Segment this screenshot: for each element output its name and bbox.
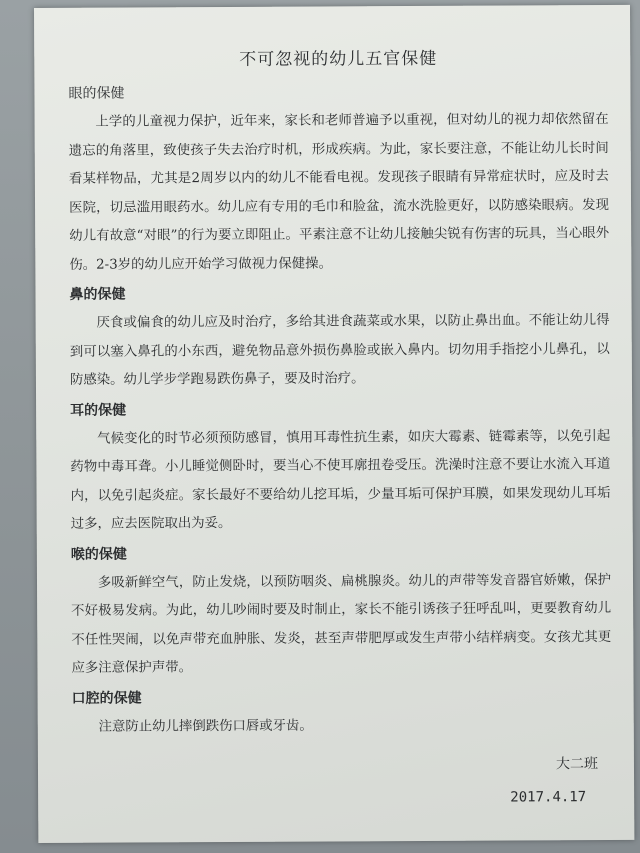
section-heading-mouth: 口腔的保健: [71, 689, 142, 707]
section-heading-ear: 耳的保健: [70, 402, 127, 419]
document-text: [68, 43, 612, 808]
section-body-throat: 多吸新鲜空气，防止发烧，以预防咽炎、扁桃腺炎。幼儿的声带等发音器官娇嫩，保护不好极易发病。为此，幼儿吵闹时要及时制止，家长不能引诱孩子狂呼乱叫，更要教育幼儿不任性哭闹，以免声带充血肿胀、发炎，甚至声带肥厚或发生声带小结样病变。女孩尤其更应多注意保护声带。: [71, 572, 612, 676]
section-heading-eye: 眼的保健: [68, 85, 125, 102]
paper-sheet: [34, 5, 634, 843]
section-body-eye: 上学的儿童视力保护，近年来，家长和老师普遍予以重视，但对幼儿的视力却依然留在遗忘的角落里，致使孩子失去治疗时机，形成疾病。为此，家长要注意，不能让幼儿长时间看某样物品，尤其是2周岁以内的幼儿不能看电视。发现孩子眼睛有异常症状时，应及时去医院，切忌滥用眼药水。幼儿应有专用的毛巾和脸盆，流水洗脸更好，以防感染眼病。发现幼儿有故意“对眼”的行为要立即阻止。平素注意不让幼儿接触尖锐有伤害的玩具，当心眼外伤。2-3岁的幼儿应开始学习做视力保健操。: [68, 111, 610, 273]
section-body-ear: 气候变化的时节必须预防感冒，慎用耳毒性抗生素，如庆大霉素、链霉素等，以免引起药物中毒耳聋。小儿睡觉侧卧时，要当心不使耳廓扭卷受压。洗澡时注意不要让水流入耳道内，以免引起炎症。家长最好不要给幼儿挖耳垢，少量耳垢可保护耳膜，如果发现幼儿耳垢过多，应去医院取出为妥。: [70, 428, 611, 532]
section-heading-nose: 鼻的保健: [69, 286, 126, 303]
section-body-nose: 厌食或偏食的幼儿应及时治疗，多给其进食蔬菜或水果，以防止鼻出血。不能让幼儿得到可以塞入鼻孔的小东西，避免物品意外损伤鼻脸或嵌入鼻内。切勿用手指挖小儿鼻孔，以防感染。幼儿学步学跑易跌伤鼻子，要及时治疗。: [69, 312, 610, 388]
section-body-mouth: 注意防止幼儿摔倒跌伤口唇或牙齿。: [98, 718, 313, 735]
document-date: 2017.4.17: [510, 789, 587, 806]
signature: 大二班: [555, 756, 599, 773]
document-title: 不可忽视的幼儿五官保健: [239, 48, 438, 70]
section-heading-throat: 喉的保健: [70, 546, 127, 563]
